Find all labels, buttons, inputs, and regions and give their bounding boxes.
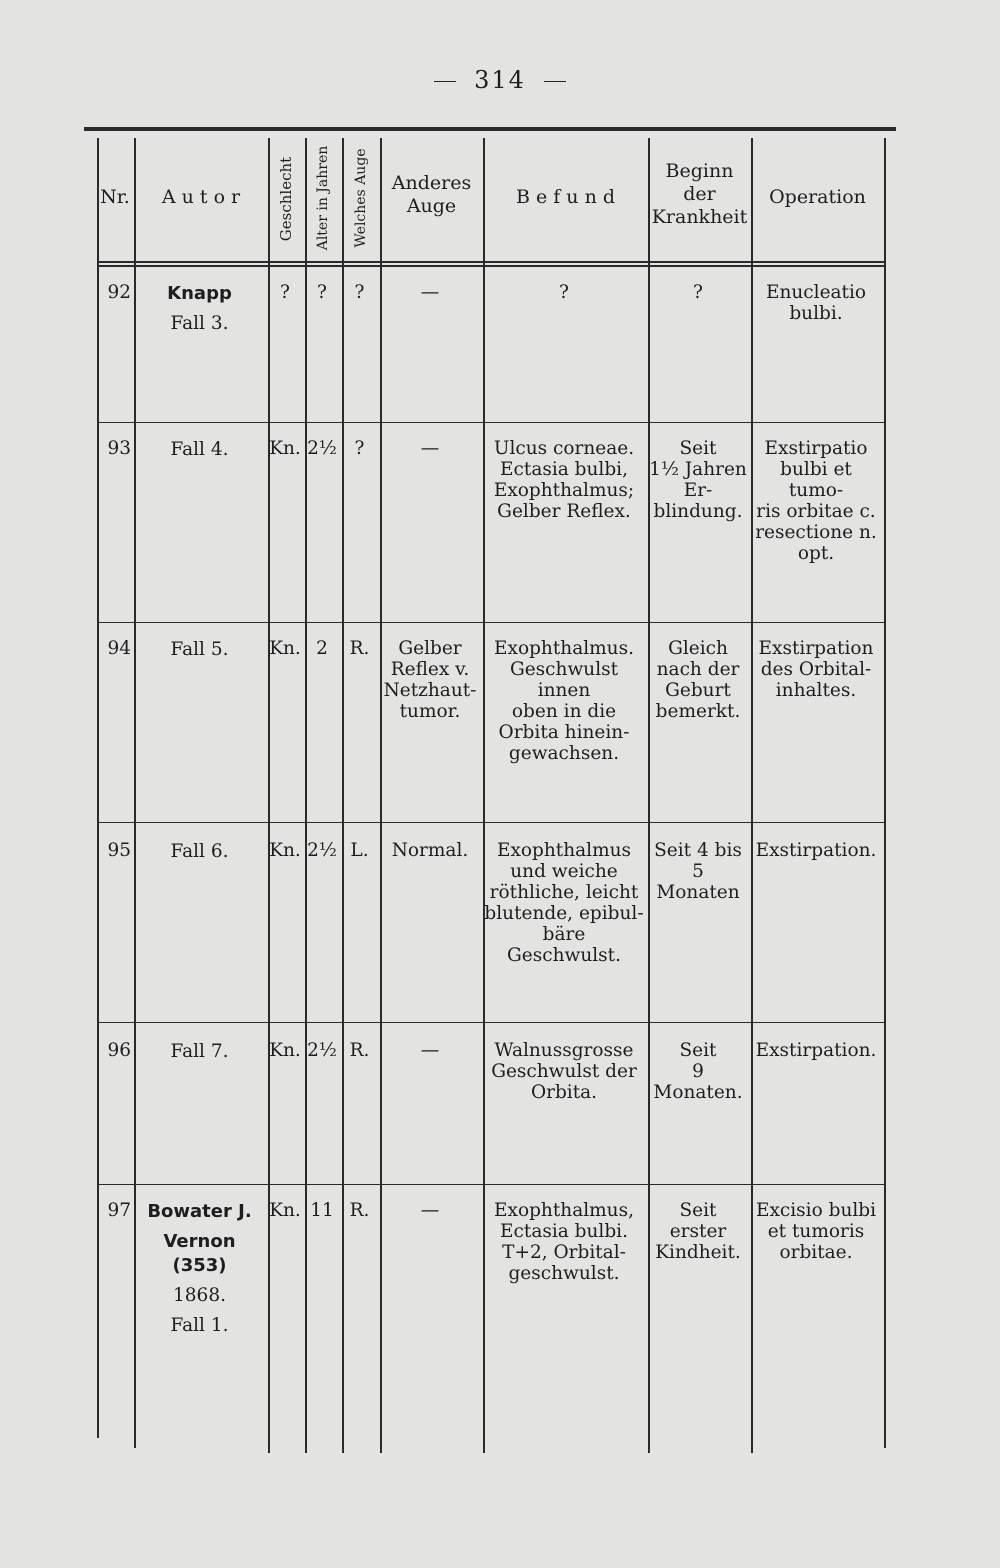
cell-operation: [751, 840, 881, 861]
header-befund: B e f u n d: [515, 186, 616, 208]
cell-line: Gelber: [398, 638, 462, 659]
cell-line: Seit: [679, 438, 717, 459]
cell-line: Exophthalmus.: [494, 638, 634, 659]
cell-auge: [342, 282, 377, 303]
cell-anderes: [380, 282, 480, 303]
cell-nr: [98, 438, 131, 459]
cell-line: Orbita hinein-: [498, 722, 630, 743]
cell-line: Geburt: [665, 680, 731, 701]
cell-autor: [134, 840, 265, 864]
cell-operation: [751, 282, 881, 324]
cell-anderes: [380, 1040, 480, 1061]
cell-line: Ulcus corneae.: [493, 438, 635, 459]
cell-line: des Orbital-: [760, 659, 872, 680]
cell-line: Vernon (353): [163, 1231, 236, 1276]
cell-geschlecht: [268, 1040, 302, 1061]
page-number: 314: [0, 66, 1000, 94]
cell-line: 9 Monaten.: [653, 1061, 743, 1103]
cell-line: Kn.: [269, 1040, 301, 1061]
cell-line: 2½: [307, 438, 337, 459]
cell-line: Exstirpation: [758, 638, 874, 659]
header-nr: Nr.: [100, 186, 130, 208]
cell-geschlecht: [268, 840, 302, 861]
cell-nr: [98, 638, 131, 659]
cell-befund: [483, 638, 645, 764]
cell-line: 95: [107, 840, 131, 861]
cell-line: ?: [559, 282, 569, 303]
cell-autor: [134, 1040, 265, 1064]
cell-line: Fall 4.: [170, 439, 229, 460]
header-beginn: Beginn der Krankheit: [651, 160, 748, 228]
header-operation: Operation: [769, 186, 866, 208]
cell-line: Fall 7.: [170, 1041, 229, 1062]
header-alter: Alter in Jahren: [315, 145, 331, 251]
cell-line: ?: [280, 282, 290, 303]
cell-line: 2: [316, 638, 328, 659]
cell-beginn: [648, 840, 748, 903]
cell-line: opt.: [797, 543, 835, 564]
cell-line: Geschwulst innen: [509, 659, 619, 701]
cell-line: bemerkt.: [655, 701, 741, 722]
cell-befund: [483, 840, 645, 966]
cell-line: erster: [669, 1221, 727, 1242]
cell-line: R.: [349, 1040, 370, 1061]
cell-beginn: [648, 282, 748, 303]
cell-line: R.: [349, 638, 370, 659]
cell-alter: [305, 282, 339, 303]
cell-line: —: [420, 282, 440, 303]
cell-line: 93: [107, 438, 131, 459]
cell-line: Gleich: [668, 638, 728, 659]
cell-line: bulbi et tumo-: [780, 459, 852, 501]
cell-line: Reflex v.: [390, 659, 470, 680]
cell-line: et tumoris: [767, 1221, 865, 1242]
cell-line: Er-: [683, 480, 713, 501]
cell-line: ?: [317, 282, 327, 303]
cell-operation: [751, 638, 881, 701]
cell-line: ris orbitae c.: [756, 501, 876, 522]
row-rule: [98, 422, 884, 423]
cell-line: oben in die: [511, 701, 617, 722]
cell-line: Orbita.: [530, 1082, 598, 1103]
cell-line: 2½: [307, 1040, 337, 1061]
cell-line: Fall 5.: [170, 639, 229, 660]
cell-anderes: [380, 840, 480, 861]
cell-anderes: [380, 438, 480, 459]
cell-line: 94: [107, 638, 131, 659]
cell-line: Fall 1.: [170, 1315, 229, 1336]
cell-line: inhaltes.: [775, 680, 857, 701]
cell-anderes: [380, 638, 480, 722]
cell-geschlecht: [268, 1200, 302, 1221]
cell-line: Seit: [679, 1200, 717, 1221]
cell-line: Exophthalmus;: [493, 480, 635, 501]
cell-geschlecht: [268, 438, 302, 459]
cell-line: Ectasia bulbi,: [500, 459, 628, 480]
cell-alter: [305, 438, 339, 459]
cell-line: röthliche, leicht: [489, 882, 639, 903]
cell-auge: [342, 638, 377, 659]
cell-alter: [305, 638, 339, 659]
cell-line: und weiche: [510, 861, 618, 882]
cell-befund: [483, 282, 645, 303]
cell-line: orbitae.: [779, 1242, 853, 1263]
cell-line: 96: [107, 1040, 131, 1061]
cell-operation: [751, 438, 881, 564]
cell-autor: [134, 638, 265, 662]
cell-line: resectione n.: [755, 522, 877, 543]
cell-line: Kn.: [269, 638, 301, 659]
cell-line: Excisio bulbi: [755, 1200, 877, 1221]
cell-line: Ectasia bulbi.: [500, 1221, 628, 1242]
cell-beginn: [648, 438, 748, 522]
cell-line: nach der: [656, 659, 740, 680]
cell-line: Kn.: [269, 438, 301, 459]
cell-nr: [98, 1200, 131, 1221]
cell-line: 5 Monaten: [656, 861, 740, 903]
column-rule: [97, 138, 99, 1438]
cell-line: Exophthalmus,: [494, 1200, 634, 1221]
header-autor: A u t o r: [161, 186, 241, 208]
cell-befund: [483, 438, 645, 522]
cell-line: 97: [107, 1200, 131, 1221]
cell-auge: [342, 438, 377, 459]
cell-line: Netzhaut-: [383, 680, 477, 701]
cell-line: bulbi.: [789, 303, 843, 324]
cell-line: Fall 3.: [170, 313, 229, 334]
cell-line: 11: [310, 1200, 334, 1221]
cell-line: 2½: [307, 840, 337, 861]
cell-operation: [751, 1040, 881, 1061]
cell-line: R.: [349, 1200, 370, 1221]
cell-line: Kn.: [269, 1200, 301, 1221]
header-auge: Welches Auge: [353, 148, 369, 248]
cell-line: Knapp: [167, 283, 232, 304]
cell-autor: [134, 282, 265, 336]
cell-geschlecht: [268, 638, 302, 659]
cell-operation: [751, 1200, 881, 1263]
cell-beginn: [648, 638, 748, 722]
header-rule: [98, 261, 884, 263]
cell-line: 92: [107, 282, 131, 303]
cell-line: ?: [354, 438, 365, 459]
cell-line: Bowater J.: [147, 1201, 252, 1222]
cell-line: geschwulst.: [508, 1263, 620, 1284]
cell-nr: [98, 840, 131, 861]
cell-auge: [342, 840, 377, 861]
cell-auge: [342, 1200, 377, 1221]
cell-line: Exstirpation.: [755, 1040, 877, 1061]
cell-line: L.: [350, 840, 369, 861]
cell-befund: [483, 1200, 645, 1284]
cell-line: —: [420, 1200, 440, 1221]
cell-line: —: [420, 438, 440, 459]
cell-line: blindung.: [653, 501, 743, 522]
cell-nr: [98, 1040, 131, 1061]
cell-line: Normal.: [391, 840, 469, 861]
cell-beginn: [648, 1040, 748, 1103]
cell-alter: [305, 840, 339, 861]
header-geschlecht: Geschlecht: [277, 156, 295, 242]
cell-line: Enucleatio: [765, 282, 867, 303]
cell-line: Exstirpatio: [764, 438, 868, 459]
cell-line: ?: [354, 282, 365, 303]
cell-line: Gelber Reflex.: [497, 501, 631, 522]
header-anderes: Anderes Auge: [391, 172, 472, 217]
cell-alter: [305, 1200, 339, 1221]
cell-line: Seit 4 bis: [654, 840, 742, 861]
cell-nr: [98, 282, 131, 303]
cell-line: Kn.: [269, 840, 301, 861]
cell-line: 1868.: [173, 1285, 226, 1306]
cell-befund: [483, 1040, 645, 1103]
cell-line: Walnussgrosse: [494, 1040, 634, 1061]
cell-line: gewachsen.: [508, 743, 620, 764]
cell-geschlecht: [268, 282, 302, 303]
cell-line: Exstirpation.: [755, 840, 877, 861]
cell-line: T+2, Orbital-: [502, 1242, 626, 1263]
cell-line: blutende, epibul-: [484, 903, 644, 924]
cell-line: Kindheit.: [655, 1242, 741, 1263]
cell-line: tumor.: [399, 701, 461, 722]
cell-autor: [134, 438, 265, 462]
cell-line: Exophthalmus: [496, 840, 632, 861]
cell-line: Geschwulst der: [491, 1061, 637, 1082]
cell-line: 1½ Jahren: [649, 459, 747, 480]
cell-autor: [134, 1200, 265, 1338]
cell-line: —: [420, 1040, 440, 1061]
cell-anderes: [380, 1200, 480, 1221]
cell-auge: [342, 1040, 377, 1061]
cell-line: ?: [693, 282, 703, 303]
cell-alter: [305, 1040, 339, 1061]
cell-line: Seit: [679, 1040, 717, 1061]
top-rule: [84, 127, 896, 131]
cell-line: bäre Geschwulst.: [507, 924, 621, 966]
cell-line: Fall 6.: [170, 841, 229, 862]
cell-beginn: [648, 1200, 748, 1263]
